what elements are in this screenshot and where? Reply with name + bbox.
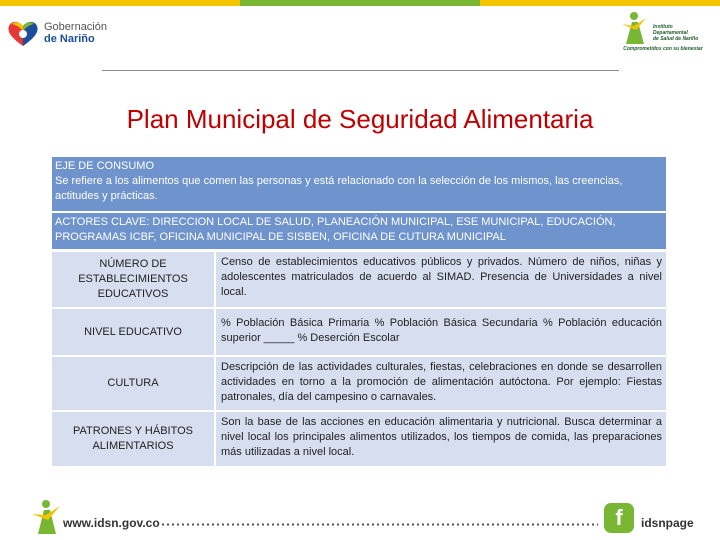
logo-left-line2: de Nariño bbox=[44, 33, 95, 45]
row-label-cultura: CULTURA bbox=[52, 357, 214, 410]
footer-dotted-line bbox=[162, 523, 598, 526]
idsn-figure-icon bbox=[618, 10, 654, 46]
eje-consumo-box bbox=[52, 157, 666, 211]
header-divider bbox=[102, 70, 619, 71]
logo-right-text: Instituto Departamental de Salud de Nariño bbox=[653, 24, 699, 42]
row-text-establecimientos: Censo de establecimientos educativos públicos y privados. Número de niños, niñas y adolescentes matriculados de acuerdo al SIMAD. Presencia de Universidades a nivel local. bbox=[216, 252, 666, 307]
idsn-logo bbox=[618, 10, 708, 56]
website-link[interactable]: www.idsn.gov.co bbox=[63, 516, 160, 530]
row-text-cultura: Descripción de las actividades culturales, fiestas, celebraciones en donde se desarrollen actividades en torno a la promoción de alimentación autóctona. Por ejemplo: Fiestas patronales, día del campesino o carnavales. bbox=[216, 357, 666, 410]
actores-clave-box: ACTORES CLAVE: DIRECCION LOCAL DE SALUD, PLANEACIÓN MUNICIPAL, ESE MUNICIPAL, EDUCACIÓN, PROGRAMAS ICBF, OFICINA MUNICIPAL DE SISBEN, OFICINA DE CUTURA MUNICIPAL bbox=[52, 213, 666, 249]
eje-text: Se refiere a los alimentos que comen las personas y está relacionado con la selección de los mismos, las creencias, actitudes y prácticas. bbox=[55, 175, 623, 202]
row-label-establecimientos: NÚMERO DE ESTABLECIMIENTOS EDUCATIVOS bbox=[52, 252, 214, 307]
logo-left-line1: Gobernación bbox=[44, 21, 107, 33]
logo-right-tagline: Comprometidos con su bienestar bbox=[623, 46, 703, 52]
page-title: Plan Municipal de Seguridad Alimentaria bbox=[126, 104, 594, 134]
row-label-nivel-educativo: NIVEL EDUCATIVO bbox=[52, 309, 214, 355]
row-label-patrones: PATRONES Y HÁBITOS ALIMENTARIOS bbox=[52, 412, 214, 466]
row-text-patrones: Son la base de las acciones en educación alimentaria y nutricional. Busca determinar a nivel local los principales alimentos utilizados, los tiempos de comida, las preparaciones más utilizadas a nivel local. bbox=[216, 412, 666, 466]
facebook-page-link[interactable]: idsnpage bbox=[641, 516, 694, 530]
facebook-icon[interactable]: f bbox=[604, 503, 634, 533]
row-text-nivel-educativo: % Población Básica Primaria % Población Básica Secundaria % Población educación superior _____ % Deserción Escolar bbox=[216, 309, 666, 355]
gobernacion-logo bbox=[6, 18, 107, 48]
top-color-bar bbox=[0, 0, 720, 6]
heart-logo-icon bbox=[6, 18, 40, 48]
eje-heading: EJE DE CONSUMO bbox=[55, 160, 155, 172]
